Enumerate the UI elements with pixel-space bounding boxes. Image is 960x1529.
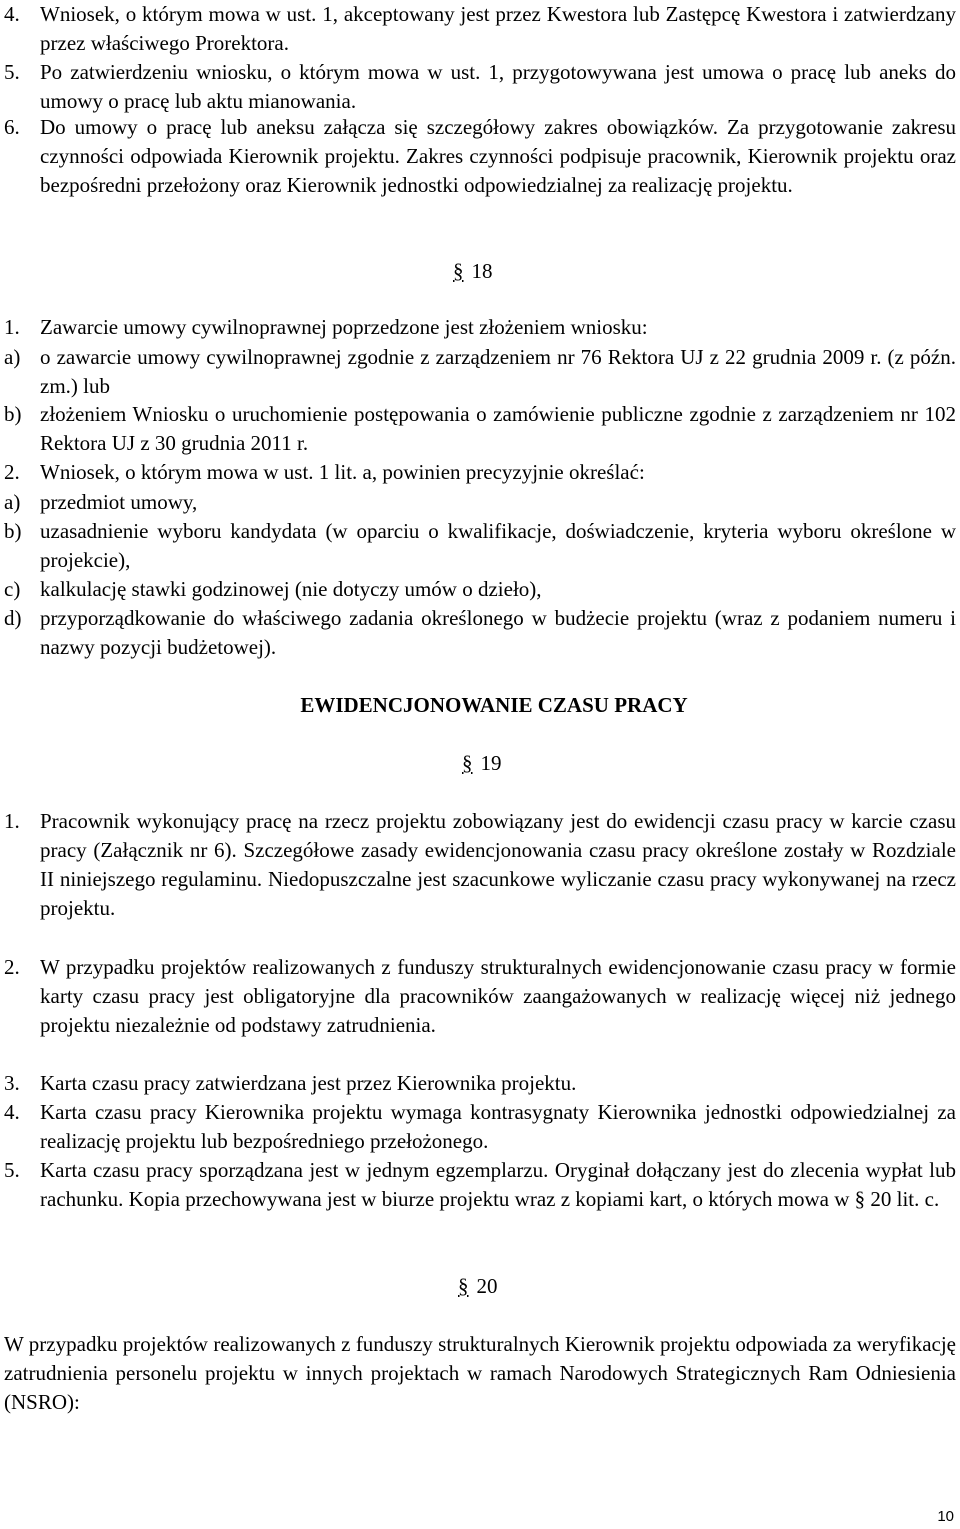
section-20-paragraph: W przypadku projektów realizowanych z funduszy strukturalnych Kierownik projektu odpowiada za weryfikację zatrudnienia personelu projektu w innych projektach w ramach Narodowych Strategicznych Ram Odniesienia (NSRO):: [4, 1332, 956, 1414]
item-letter: a): [4, 490, 21, 514]
item-text: Karta czasu pracy sporządzana jest w jednym egzemplarzu. Oryginał dołączany jest do zlecenia wypłat lub rachunku. Kopia przechowywana jest w biurze projektu wraz z kopiami kart, o których mowa w § 20 lit. c.: [40, 1158, 956, 1211]
item-text: o zawarcie umowy cywilnoprawnej zgodnie z zarządzeniem nr 76 Rektora UJ z 22 grudnia 2009 r. (z późn. zm.) lub: [40, 345, 956, 398]
sub-item: [4, 343, 956, 401]
sub-item: [4, 575, 956, 604]
item-letter: c): [4, 577, 21, 601]
sub-item: [4, 488, 956, 517]
list-item: [4, 1156, 956, 1214]
section-18-marker: [453, 257, 493, 286]
list-item: [4, 313, 956, 342]
section-number: 18: [471, 259, 493, 283]
item-text: Pracownik wykonujący pracę na rzecz projektu zobowiązany jest do ewidencji czasu pracy w karcie czasu pracy (Załącznik nr 6). Szczegółowe zasady ewidencjonowania czasu pracy określone zostały w Rozdziale II niniejszego regulaminu. Niedopuszczalne jest szacunkowe wyliczanie czasu pracy wykonywanej na rzecz projektu.: [40, 809, 956, 920]
item-text: Karta czasu pracy zatwierdzana jest przez Kierownika projektu.: [40, 1071, 577, 1095]
list-item: [4, 0, 956, 58]
list-item: [4, 953, 956, 1040]
item-number: 5.: [4, 1158, 20, 1182]
item-number: 2.: [4, 955, 20, 979]
section-number: 19: [480, 751, 502, 775]
section-heading: EWIDENCJONOWANIE CZASU PRACY: [300, 693, 688, 717]
sub-item: [4, 517, 956, 575]
list-item: [4, 1069, 956, 1098]
item-text: przyporządkowanie do właściwego zadania określonego w budżecie projektu (wraz z podaniem numeru i nazwy pozycji budżetowej).: [40, 606, 956, 659]
item-text: Do umowy o pracę lub aneksu załącza się szczegółowy zakres obowiązków. Za przygotowanie zakresu czynności odpowiada Kierownik projektu. Zakres czynności podpisuje pracownik, Kierownik projektu oraz bezpośredni przełożony oraz Kierownik jednostki odpowiedzialnej za realizację projektu.: [40, 115, 956, 197]
list-item: [4, 807, 956, 923]
item-number: 4.: [4, 1100, 20, 1124]
item-text: W przypadku projektów realizowanych z funduszy strukturalnych ewidencjonowanie czasu pracy w formie karty czasu pracy jest obligatoryjne dla pracowników zaangażowanych w realizację więcej niż jednego projektu niezależnie od podstawy zatrudnienia.: [40, 955, 956, 1037]
list-item: [4, 113, 956, 200]
section-symbol: §: [458, 1274, 469, 1298]
item-text: Karta czasu pracy Kierownika projektu wymaga kontrasygnaty Kierownika jednostki odpowiedzialnej za realizację projektu lub bezpośredniego przełożonego.: [40, 1100, 956, 1153]
item-text: przedmiot umowy,: [40, 490, 198, 514]
item-letter: b): [4, 402, 22, 426]
item-text: Po zatwierdzeniu wniosku, o którym mowa w ust. 1, przygotowywana jest umowa o pracę lub aneks do umowy o pracę lub aktu mianowania.: [40, 60, 956, 113]
section-19-marker: [462, 749, 502, 778]
item-text: Zawarcie umowy cywilnoprawnej poprzedzone jest złożeniem wniosku:: [40, 315, 648, 339]
item-number: 2.: [4, 460, 20, 484]
item-letter: a): [4, 345, 21, 369]
item-number: 6.: [4, 115, 20, 139]
item-number: 1.: [4, 315, 20, 339]
item-number: 1.: [4, 809, 20, 833]
section-number: 20: [476, 1274, 498, 1298]
section-symbol: §: [453, 259, 464, 283]
list-item: [4, 1098, 956, 1156]
item-text: Wniosek, o którym mowa w ust. 1 lit. a, powinien precyzyjnie określać:: [40, 460, 645, 484]
sub-item: [4, 604, 956, 662]
item-text: Wniosek, o którym mowa w ust. 1, akceptowany jest przez Kwestora lub Zastępcę Kwestora i zatwierdzany przez właściwego Prorektora.: [40, 2, 956, 55]
item-text: złożeniem Wniosku o uruchomienie postępowania o zamówienie publiczne zgodnie z zarządzeniem nr 102 Rektora UJ z 30 grudnia 2011 r.: [40, 402, 956, 455]
section-20-marker: [458, 1272, 498, 1301]
item-letter: b): [4, 519, 22, 543]
list-item: [4, 458, 956, 487]
page-number: 10: [937, 1508, 954, 1525]
item-number: 5.: [4, 60, 20, 84]
item-letter: d): [4, 606, 22, 630]
section-symbol: §: [462, 751, 473, 775]
item-text: uzasadnienie wyboru kandydata (w oparciu o kwalifikacje, doświadczenie, kryteria wyboru określone w projekcie),: [40, 519, 956, 572]
list-item: [4, 58, 956, 116]
item-number: 3.: [4, 1071, 20, 1095]
item-number: 4.: [4, 2, 20, 26]
sub-item: [4, 400, 956, 458]
item-text: kalkulację stawki godzinowej (nie dotyczy umów o dzieło),: [40, 577, 542, 601]
